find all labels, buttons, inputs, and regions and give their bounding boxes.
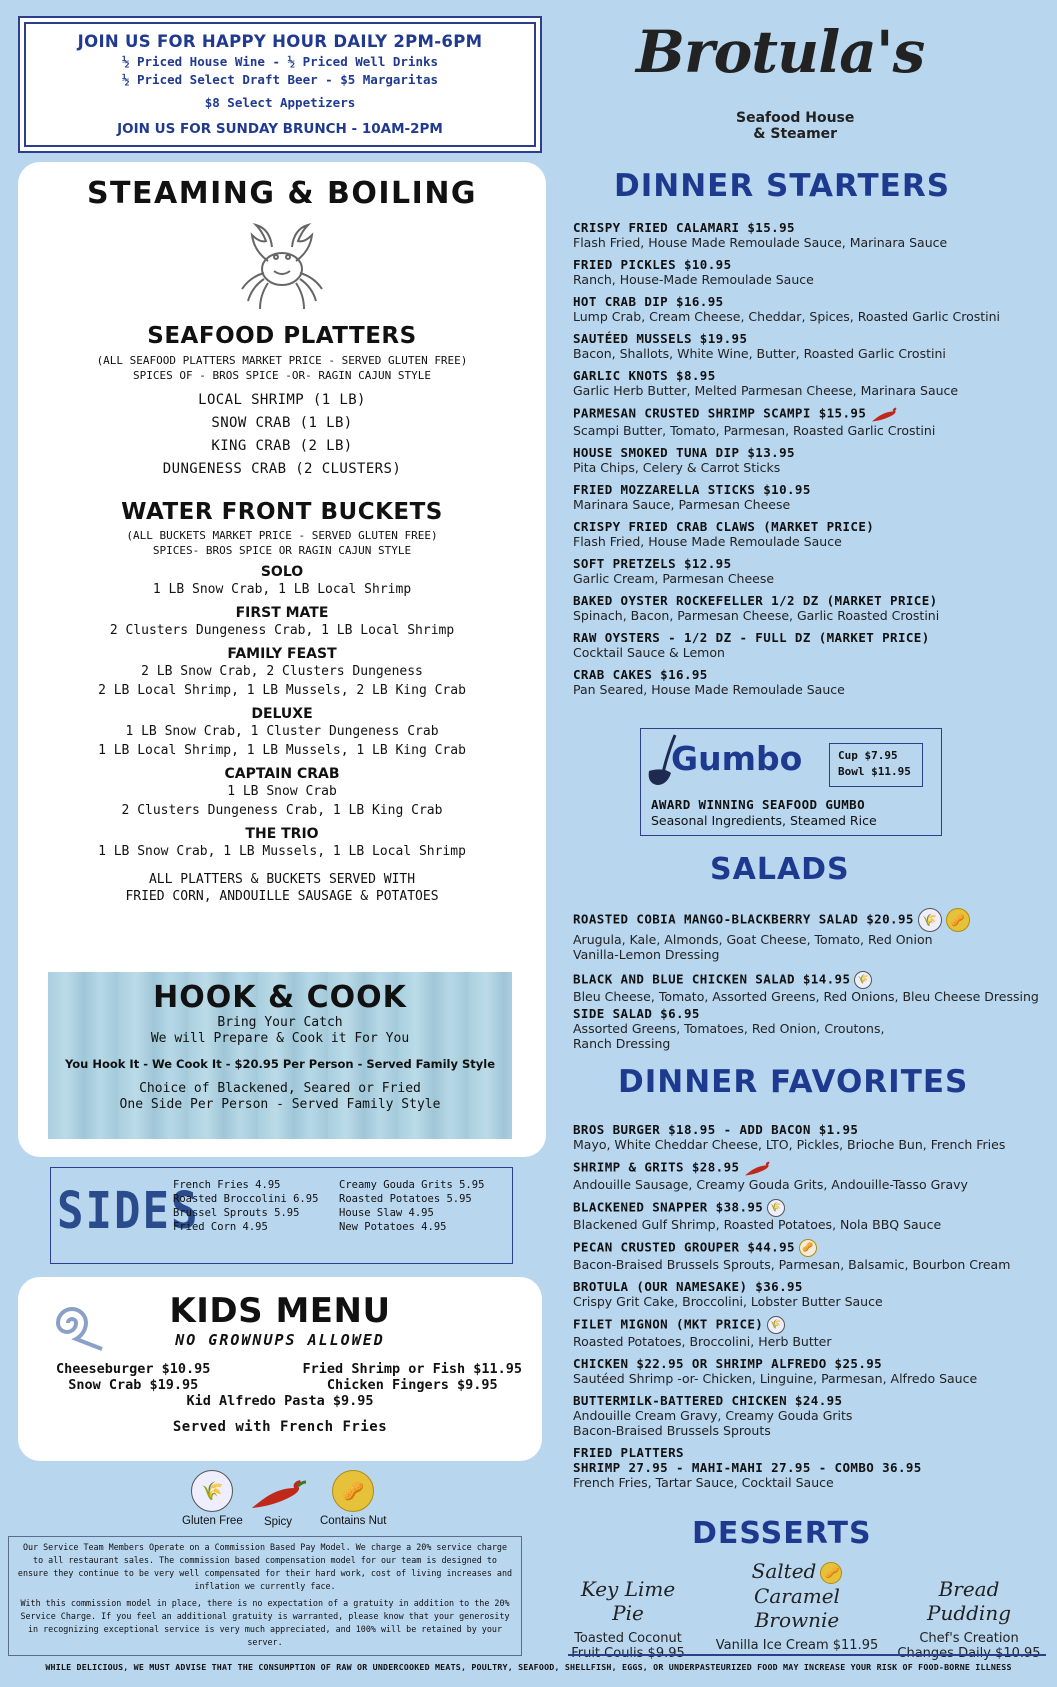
- menu-item: [573, 257, 1043, 287]
- item-desc: Roasted Potatoes, Broccolini, Herb Butter: [573, 1334, 832, 1349]
- bucket-desc: 2 LB Snow Crab, 2 Clusters Dungeness: [141, 664, 423, 679]
- platter-item: SNOW CRAB (1 LB): [211, 415, 353, 431]
- item-name: SIDE SALAD $6.95: [573, 1006, 700, 1021]
- peanut-icon: 🥜: [332, 1470, 374, 1512]
- kids-item: Cheeseburger $10.95: [56, 1361, 211, 1377]
- kids-item: Chicken Fingers $9.95: [326, 1377, 498, 1393]
- item-desc: Blackened Gulf Shrimp, Roasted Potatoes, Nola BBQ Sauce: [573, 1217, 942, 1232]
- item-name-text: FILET MIGNON (MKT PRICE): [573, 1316, 764, 1332]
- item-desc: Garlic Cream, Parmesan Cheese: [573, 571, 775, 586]
- item-desc: Scampi Butter, Tomato, Parmesan, Roasted Garlic Crostini: [573, 423, 936, 438]
- side-item: Roasted Broccolini 6.95: [173, 1193, 319, 1205]
- served-with: FRIED CORN, ANDOUILLE SAUSAGE & POTATOES: [125, 889, 439, 904]
- chili-pepper-icon: [743, 1159, 773, 1177]
- bucket-desc: 1 LB Snow Crab, 1 LB Local Shrimp: [152, 582, 412, 597]
- bucket-name: THE TRIO: [245, 826, 319, 842]
- menu-item: [573, 971, 1043, 1004]
- item-desc: Ranch, House-Made Remoulade Sauce: [573, 272, 814, 287]
- brand-subtitle: [736, 110, 854, 142]
- legend-spicy: [248, 1476, 308, 1528]
- menu-item: [573, 667, 1043, 697]
- bucket-desc: 1 LB Snow Crab, 1 LB Mussels, 1 LB Local Shrimp: [98, 844, 466, 859]
- platters-list: [18, 389, 546, 481]
- item-desc: Bleu Cheese, Tomato, Assorted Greens, Red Onions, Bleu Cheese Dressing: [573, 989, 1039, 1004]
- legend-label: Spicy: [263, 1516, 293, 1528]
- menu-item: [573, 908, 1043, 962]
- sunday-brunch: JOIN US FOR SUNDAY BRUNCH - 10AM-2PM: [117, 121, 443, 137]
- item-name: [573, 1239, 1043, 1257]
- item-desc: Spinach, Bacon, Parmesan Cheese, Garlic Roasted Crostini: [573, 608, 940, 623]
- item-desc: Bacon, Shallots, White Wine, Butter, Roasted Garlic Crostini: [573, 346, 946, 361]
- sides-list: [173, 1179, 509, 1233]
- favorites-title: DINNER FAVORITES: [618, 1064, 969, 1100]
- happy-hour-line: ½ Priced House Wine - ½ Priced Well Drinks: [121, 54, 439, 69]
- steaming-boiling-card: [18, 162, 546, 1157]
- brand-subtitle-line: Seafood House: [736, 110, 855, 126]
- menu-item: [573, 1239, 1043, 1272]
- item-name: GARLIC KNOTS $8.95: [573, 368, 716, 383]
- menu-item: [573, 482, 1043, 512]
- item-desc: Bacon-Braised Brussels Sprouts, Parmesan, Balsamic, Bourbon Cream: [573, 1257, 1011, 1272]
- hook-cook-title: HOOK & COOK: [153, 980, 407, 1015]
- menu-item: [573, 1445, 1043, 1490]
- platter-item: LOCAL SHRIMP (1 LB): [198, 392, 366, 408]
- dessert-name: [712, 1559, 882, 1584]
- item-desc: Garlic Herb Butter, Melted Parmesan Cheese, Marinara Sauce: [573, 383, 959, 398]
- commission-notice: [8, 1536, 522, 1656]
- item-name: [573, 405, 1043, 423]
- dessert-name: Caramel Brownie: [754, 1583, 840, 1632]
- spiral-icon: [42, 1293, 108, 1353]
- happy-hour-line: $8 Select Appetizers: [204, 95, 356, 110]
- peanut-icon: 🥜: [799, 1239, 817, 1257]
- side-item: Brussel Sprouts 5.95: [173, 1207, 300, 1219]
- item-name: [573, 1316, 1043, 1334]
- favorites-list: [573, 1122, 1043, 1497]
- divider: [568, 1654, 1046, 1656]
- gluten-free-icon: 🌾: [767, 1199, 785, 1217]
- item-name: BAKED OYSTER ROCKEFELLER 1/2 DZ (MARKET PRICE): [573, 593, 938, 608]
- item-name: BUTTERMILK-BATTERED CHICKEN $24.95: [573, 1393, 843, 1408]
- buckets-note: SPICES- BROS SPICE OR RAGIN CAJUN STYLE: [152, 544, 412, 557]
- side-item: Fried Corn 4.95: [173, 1221, 268, 1233]
- brand-logo: [636, 18, 925, 143]
- menu-item: [573, 1316, 1043, 1349]
- gumbo-box: [640, 728, 942, 836]
- kids-items: [18, 1349, 542, 1393]
- item-desc: Vanilla-Lemon Dressing: [573, 947, 720, 962]
- buckets-note: (ALL BUCKETS MARKET PRICE - SERVED GLUTEN FREE): [126, 529, 438, 542]
- kids-item: Snow Crab $19.95: [68, 1377, 199, 1393]
- menu-item: [573, 519, 1043, 549]
- menu-item: [573, 368, 1043, 398]
- item-name: [573, 908, 1043, 932]
- salads-title: SALADS: [710, 852, 850, 887]
- item-name: HOUSE SMOKED TUNA DIP $13.95: [573, 445, 795, 460]
- served-with: ALL PLATTERS & BUCKETS SERVED WITH: [148, 872, 416, 887]
- dessert-item: [712, 1559, 882, 1653]
- dessert-item: [568, 1577, 688, 1661]
- side-item: Creamy Gouda Grits 5.95: [339, 1179, 485, 1191]
- gumbo-desc: Seasonal Ingredients, Steamed Rice: [651, 813, 877, 828]
- item-name: CHICKEN $22.95 OR SHRIMP ALFREDO $25.95: [573, 1356, 883, 1371]
- chili-pepper-icon: [248, 1476, 308, 1510]
- item-desc: Assorted Greens, Tomatoes, Red Onion, Croutons,: [573, 1021, 885, 1036]
- item-desc: Mayo, White Cheddar Cheese, LTO, Pickles, Brioche Bun, French Fries: [573, 1137, 1006, 1152]
- item-name: [573, 1159, 1043, 1177]
- menu-item: [573, 405, 1043, 438]
- item-desc: Bacon-Braised Brussels Sprouts: [573, 1423, 771, 1438]
- dessert-name: Bread Pudding: [926, 1577, 1012, 1625]
- item-name: BROTULA (OUR NAMESAKE) $36.95: [573, 1279, 803, 1294]
- platter-item: DUNGENESS CRAB (2 CLUSTERS): [162, 461, 402, 477]
- commission-paragraph: Our Service Team Members Operate on a Commission Based Pay Model. We charge a 20% service charge to all restaurant sales. The commission based compensation model for our team is designed to ensure they continue to be very well compensated for their hard work, cost of living increases and inflation we currently face.: [17, 1542, 513, 1591]
- item-desc: Arugula, Kale, Almonds, Goat Cheese, Tomato, Red Onion: [573, 932, 933, 947]
- happy-hour-line: ½ Priced Select Draft Beer - $5 Margaritas: [121, 72, 439, 87]
- bucket-desc: 2 LB Local Shrimp, 1 LB Mussels, 2 LB King Crab: [98, 683, 466, 698]
- kids-col-right: [303, 1361, 522, 1393]
- legend-label: Contains Nut: [320, 1515, 387, 1527]
- steaming-title: STEAMING & BOILING: [86, 176, 478, 211]
- platters-note: SPICES OF - BROS SPICE -OR- RAGIN CAJUN STYLE: [132, 369, 431, 382]
- happy-hour-title: JOIN US FOR HAPPY HOUR DAILY 2PM-6PM: [77, 32, 483, 51]
- menu-item: [573, 1159, 1043, 1192]
- peanut-icon: 🥜: [946, 908, 970, 932]
- menu-item: [573, 630, 1043, 660]
- item-name: [573, 971, 1043, 989]
- side-item: New Potatoes 4.95: [339, 1221, 447, 1233]
- item-desc: Cocktail Sauce & Lemon: [573, 645, 725, 660]
- kids-title: KIDS MENU: [169, 1291, 391, 1331]
- item-desc: Crispy Grit Cake, Broccolini, Lobster Butter Sauce: [573, 1294, 883, 1309]
- happy-hour-box: [18, 16, 542, 153]
- menu-item: [573, 556, 1043, 586]
- item-name: CRISPY FRIED CALAMARI $15.95: [573, 220, 795, 235]
- kids-menu-card: [18, 1277, 542, 1461]
- item-name: FRIED MOZZARELLA STICKS $10.95: [573, 482, 811, 497]
- bucket-name: CAPTAIN CRAB: [224, 766, 340, 782]
- menu-item: [573, 445, 1043, 475]
- gumbo-award: AWARD WINNING SEAFOOD GUMBO: [651, 797, 865, 812]
- item-name-text: PARMESAN CRUSTED SHRIMP SCAMPI $15.95: [573, 405, 867, 421]
- kids-item: Kid Alfredo Pasta $9.95: [186, 1393, 374, 1409]
- kids-served: Served with French Fries: [172, 1419, 388, 1435]
- brand-subtitle-line: & Steamer: [753, 126, 838, 142]
- item-name-text: SHRIMP & GRITS $28.95: [573, 1159, 740, 1175]
- item-name-text: BLACK AND BLUE CHICKEN SALAD $14.95: [573, 971, 851, 987]
- item-name: CRAB CAKES $16.95: [573, 667, 708, 682]
- item-name-text: PECAN CRUSTED GROUPER $44.95: [573, 1239, 795, 1255]
- buckets-title: WATER FRONT BUCKETS: [121, 499, 443, 525]
- menu-item: [573, 294, 1043, 324]
- item-desc: French Fries, Tartar Sauce, Cocktail Sauce: [573, 1475, 834, 1490]
- hook-line: Bring Your Catch: [217, 1015, 343, 1030]
- menu-item: [573, 593, 1043, 623]
- menu-item: [573, 220, 1043, 250]
- legend-contains-nut: [320, 1470, 386, 1527]
- hook-line: Choice of Blackened, Seared or Fried: [139, 1081, 421, 1096]
- menu-item: [573, 1279, 1043, 1309]
- item-name: SOFT PRETZELS $12.95: [573, 556, 732, 571]
- item-name: SHRIMP 27.95 - MAHI-MAHI 27.95 - COMBO 36.95: [573, 1460, 922, 1475]
- happy-hour-inner: [24, 22, 536, 147]
- side-item: French Fries 4.95: [173, 1179, 281, 1191]
- sides-box: [50, 1167, 513, 1264]
- dessert-desc: Vanilla Ice Cream $11.95: [715, 1637, 879, 1653]
- gumbo-cup-price: Cup $7.95: [838, 749, 898, 762]
- dessert-name-text: Salted: [751, 1559, 817, 1583]
- dessert-name: Key Lime Pie: [580, 1577, 676, 1625]
- legend-label: Gluten Free: [182, 1515, 243, 1527]
- gluten-free-icon: 🌾: [191, 1470, 233, 1512]
- food-safety-footer: WHILE DELICIOUS, WE MUST ADVISE THAT THE CONSUMPTION OF RAW OR UNDERCOOKED MEATS, POULTRY, SEAFOOD, SHELLFISH, EGGS, OR UNDERPASTEURIZED FOOD MAY INCREASE YOUR RISK OF FOOD-BORNE ILLNESS: [45, 1662, 1012, 1672]
- item-desc: Lump Crab, Cream Cheese, Cheddar, Spices, Roasted Garlic Crostini: [573, 309, 1000, 324]
- platters-note: (ALL SEAFOOD PLATTERS MARKET PRICE - SERVED GLUTEN FREE): [96, 354, 468, 367]
- starters-list: [573, 220, 1043, 704]
- seafood-platters-title: SEAFOOD PLATTERS: [147, 323, 417, 349]
- kids-subtitle: NO GROWNUPS ALLOWED: [175, 1331, 385, 1349]
- item-desc: Sautéed Shrimp -or- Chicken, Linguine, Parmesan, Alfredo Sauce: [573, 1371, 978, 1386]
- item-desc: Andouille Cream Gravy, Creamy Gouda Grits: [573, 1408, 853, 1423]
- item-desc: Flash Fried, House Made Remoulade Sauce, Marinara Sauce: [573, 235, 948, 250]
- dessert-desc: Chef's Creation: [919, 1631, 1019, 1646]
- menu-item: [573, 1006, 1043, 1051]
- kids-col-left: [56, 1361, 210, 1393]
- chili-pepper-icon: [870, 405, 900, 423]
- bucket-name: FIRST MATE: [235, 605, 329, 621]
- bucket-desc: 2 Clusters Dungeness Crab, 1 LB Local Shrimp: [109, 623, 455, 638]
- desserts-title: DESSERTS: [692, 1516, 872, 1551]
- legend-gluten-free: [182, 1470, 243, 1527]
- item-name: FRIED PLATTERS: [573, 1445, 684, 1460]
- hook-line: One Side Per Person - Served Family Style: [119, 1097, 441, 1112]
- bucket-name: DELUXE: [251, 706, 313, 722]
- dessert-item: [894, 1577, 1044, 1661]
- bucket-name: FAMILY FEAST: [227, 646, 337, 662]
- menu-item: [573, 1356, 1043, 1386]
- side-item: House Slaw 4.95: [339, 1207, 434, 1219]
- item-desc: Andouille Sausage, Creamy Gouda Grits, Andouille-Tasso Gravy: [573, 1177, 968, 1192]
- gluten-free-icon: 🌾: [854, 971, 872, 989]
- peanut-icon: 🥜: [820, 1562, 842, 1584]
- crab-icon: [232, 217, 332, 313]
- platter-item: KING CRAB (2 LB): [211, 438, 353, 454]
- hook-line: We will Prepare & Cook it For You: [150, 1031, 410, 1046]
- menu-item: [573, 1393, 1043, 1438]
- side-item: Roasted Potatoes 5.95: [339, 1193, 472, 1205]
- gumbo-price-box: [829, 743, 923, 787]
- item-desc: Ranch Dressing: [573, 1036, 671, 1051]
- kids-item: Fried Shrimp or Fish $11.95: [302, 1361, 522, 1377]
- gumbo-bowl-price: Bowl $11.95: [838, 765, 911, 778]
- item-name: RAW OYSTERS - 1/2 DZ - FULL DZ (MARKET PRICE): [573, 630, 930, 645]
- item-desc: Pita Chips, Celery & Carrot Sticks: [573, 460, 781, 475]
- item-desc: Flash Fried, House Made Remoulade Sauce: [573, 534, 842, 549]
- commission-paragraph: With this commission model in place, there is no expectation of a gratuity in addition to the 20% Service Charge. If you feel an additional gratuity is warranted, please know that your generosity in recognizing exceptional service is very much appreciated, and 100% will be retained by your server.: [20, 1598, 510, 1647]
- menu-item: [573, 1199, 1043, 1232]
- hook-price-line: You Hook It - We Cook It - $20.95 Per Person - Served Family Style: [64, 1057, 496, 1071]
- bucket-desc: 1 LB Snow Crab, 1 Cluster Dungeness Crab: [125, 724, 439, 739]
- brand-name: Brotula's: [636, 18, 925, 86]
- item-name: CRISPY FRIED CRAB CLAWS (MARKET PRICE): [573, 519, 875, 534]
- item-name-text: BLACKENED SNAPPER $38.95: [573, 1199, 764, 1215]
- bucket-desc: 1 LB Local Shrimp, 1 LB Mussels, 1 LB King Crab: [98, 743, 466, 758]
- salads-list: [573, 908, 1043, 1058]
- menu-item: [573, 1122, 1043, 1152]
- item-desc: Pan Seared, House Made Remoulade Sauce: [573, 682, 845, 697]
- item-name: BROS BURGER $18.95 - ADD BACON $1.95: [573, 1122, 859, 1137]
- starters-title: DINNER STARTERS: [614, 168, 951, 204]
- gluten-free-icon: 🌾: [918, 908, 942, 932]
- item-name: [573, 1199, 1043, 1217]
- bucket-name: SOLO: [260, 564, 304, 580]
- sides-title: SIDES: [57, 1182, 200, 1241]
- item-name: SAUTÉED MUSSELS $19.95: [573, 331, 748, 346]
- gluten-free-icon: 🌾: [767, 1316, 785, 1334]
- dessert-desc: Toasted Coconut: [574, 1631, 682, 1646]
- bucket-desc: 2 Clusters Dungeness Crab, 1 LB King Crab: [121, 803, 443, 818]
- item-name: FRIED PICKLES $10.95: [573, 257, 732, 272]
- hook-and-cook-panel: [48, 972, 512, 1139]
- gumbo-title: Gumbo: [671, 739, 803, 778]
- bucket-desc: 1 LB Snow Crab: [227, 784, 337, 799]
- menu-item: [573, 331, 1043, 361]
- item-desc: Marinara Sauce, Parmesan Cheese: [573, 497, 791, 512]
- item-name-text: ROASTED COBIA MANGO-BLACKBERRY SALAD $20.95: [573, 911, 914, 927]
- item-name: HOT CRAB DIP $16.95: [573, 294, 724, 309]
